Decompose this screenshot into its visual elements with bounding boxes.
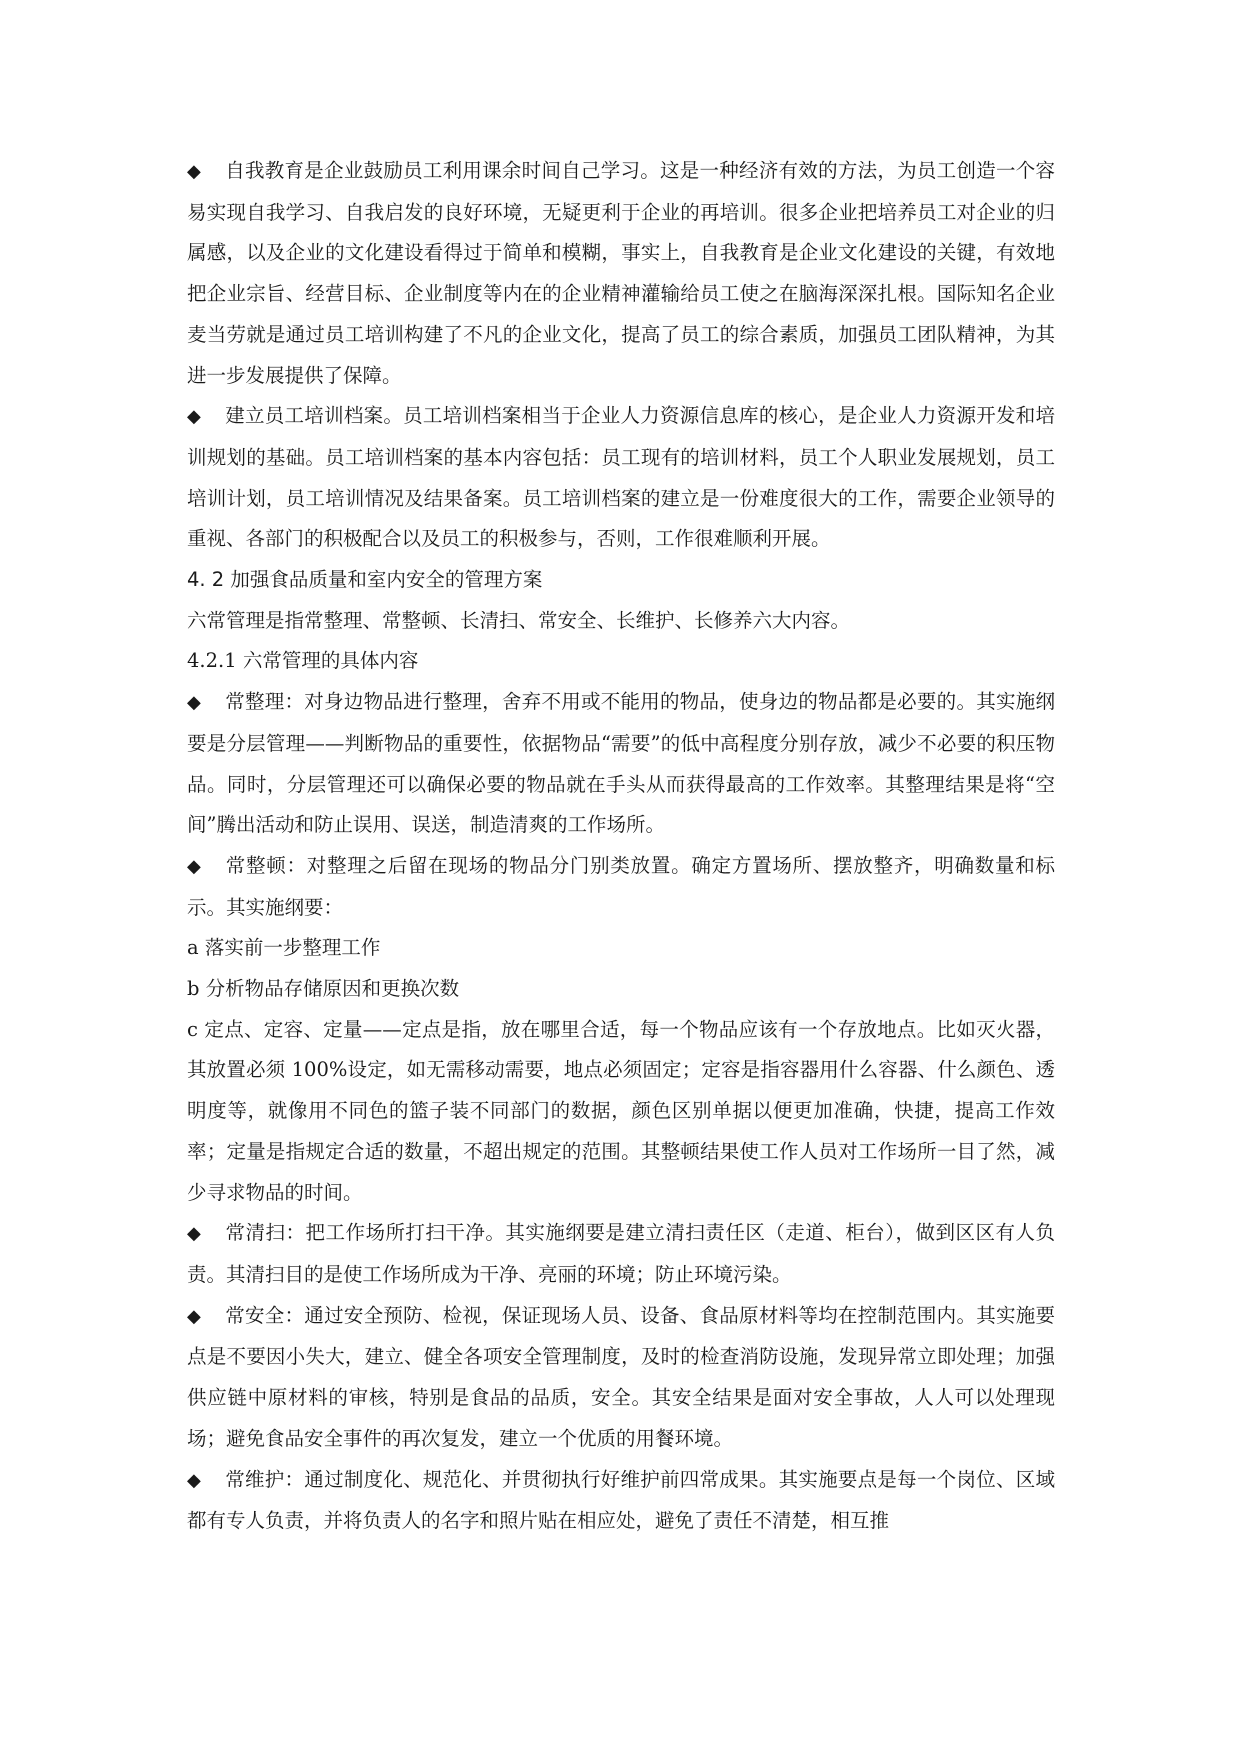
paragraph-text: 常整理：对身边物品进行整理，舍弃不用或不能用的物品，使身边的物品都是必要的。其实施纲要是分层管理——判断物品的重要性，依据物品“需要”的低中高程度分别存放，减少不必要的积压物品。同时，分层管理还可以确保必要的物品就在手头从而获得最高的工作效率。其整理结果是将“空间”腾出活动和防止误用、误送，制造清爽的工作场所。 [187, 690, 1055, 837]
paragraph-text: 常清扫：把工作场所打扫干净。其实施纲要是建立清扫责任区（走道、柜台），做到区区有人负责。其清扫目的是使工作场所成为干净、亮丽的环境；防止环境污染。 [187, 1221, 1055, 1286]
paragraph-training-archive [187, 396, 1055, 560]
list-item-b: b 分析物品存储原因和更换次数 [187, 977, 460, 1001]
paragraph-self-education [187, 151, 1055, 396]
paragraph-clean [187, 1213, 1055, 1295]
paragraph-text: 建立员工培训档案。员工培训档案相当于企业人力资源信息库的核心，是企业人力资源开发和培训规划的基础。员工培训档案的基本内容包括：员工现有的培训材料，员工个人职业发展规划，员工培训计划，员工培训情况及结果备案。员工培训档案的建立是一份难度很大的工作，需要企业领导的重视、各部门的积极配合以及员工的积极参与，否则，工作很难顺利开展。 [187, 404, 1055, 551]
section-heading-4-2-1: 4.2.1 六常管理的具体内容 [187, 649, 419, 673]
section-heading-4-2: 4. 2 加强食品质量和室内安全的管理方案 [187, 568, 543, 592]
paragraph-maintain [187, 1460, 1055, 1542]
list-item-c: c 定点、定容、定量——定点是指，放在哪里合适，每一个物品应该有一个存放地点。比如灭火器，其放置必须 100%设定，如无需移动需要，地点必须固定；定容是指容器用什么容器、什么颜色、透明度等，就像用不同色的篮子装不同部门的数据，颜色区别单据以便更加准确，快捷，提高工作效率；定量是指规定合适的数量，不超出规定的范围。其整顿结果使工作人员对工作场所一目了然，减少寻求物品的时间。 [187, 1017, 1055, 1204]
paragraph-text: 常整顿：对整理之后留在现场的物品分门别类放置。确定方置场所、摆放整齐，明确数量和标示。其实施纲要： [187, 853, 1055, 919]
diamond-bullet-icon: ◆ [187, 406, 201, 428]
diamond-bullet-icon: ◆ [187, 1469, 201, 1491]
diamond-bullet-icon: ◆ [187, 855, 201, 877]
diamond-bullet-icon: ◆ [187, 1305, 201, 1327]
paragraph-text: 自我教育是企业鼓励员工利用课余时间自己学习。这是一种经济有效的方法，为员工创造一个容易实现自我学习、自我启发的良好环境，无疑更利于企业的再培训。很多企业把培养员工对企业的归属感，以及企业的文化建设看得过于简单和模糊，事实上，自我教育是企业文化建设的关键，有效地把企业宗旨、经营目标、企业制度等内在的企业精神灌输给员工使之在脑海深深扎根。国际知名企业麦当劳就是通过员工培训构建了不凡的企业文化，提高了员工的综合素质，加强员工团队精神，为其进一步发展提供了保障。 [187, 159, 1055, 387]
paragraph-text: 常安全：通过安全预防、检视，保证现场人员、设备、食品原材料等均在控制范围内。其实施要点是不要因小失大，建立、健全各项安全管理制度，及时的检查消防设施，发现异常立即处理；加强供应链中原材料的审核，特别是食品的品质，安全。其安全结果是面对安全事故，人人可以处理现场；避免食品安全事件的再次复发，建立一个优质的用餐环境。 [187, 1303, 1055, 1450]
document-page [187, 151, 1055, 1542]
diamond-bullet-icon: ◆ [187, 692, 201, 714]
intro-six-routines: 六常管理是指常整理、常整顿、长清扫、常安全、长维护、长修养六大内容。 [187, 608, 851, 632]
list-item-a: a 落实前一步整理工作 [187, 936, 381, 960]
diamond-bullet-icon: ◆ [187, 161, 201, 182]
paragraph-arrange [187, 846, 1055, 928]
paragraph-text: 常维护：通过制度化、规范化、并贯彻执行好维护前四常成果。其实施要点是每一个岗位、区域都有专人负责，并将负责人的名字和照片贴在相应处，避免了责任不清楚，相互推 [187, 1467, 1055, 1533]
diamond-bullet-icon: ◆ [187, 1223, 201, 1245]
paragraph-safety [187, 1296, 1055, 1460]
paragraph-sort [187, 682, 1055, 846]
